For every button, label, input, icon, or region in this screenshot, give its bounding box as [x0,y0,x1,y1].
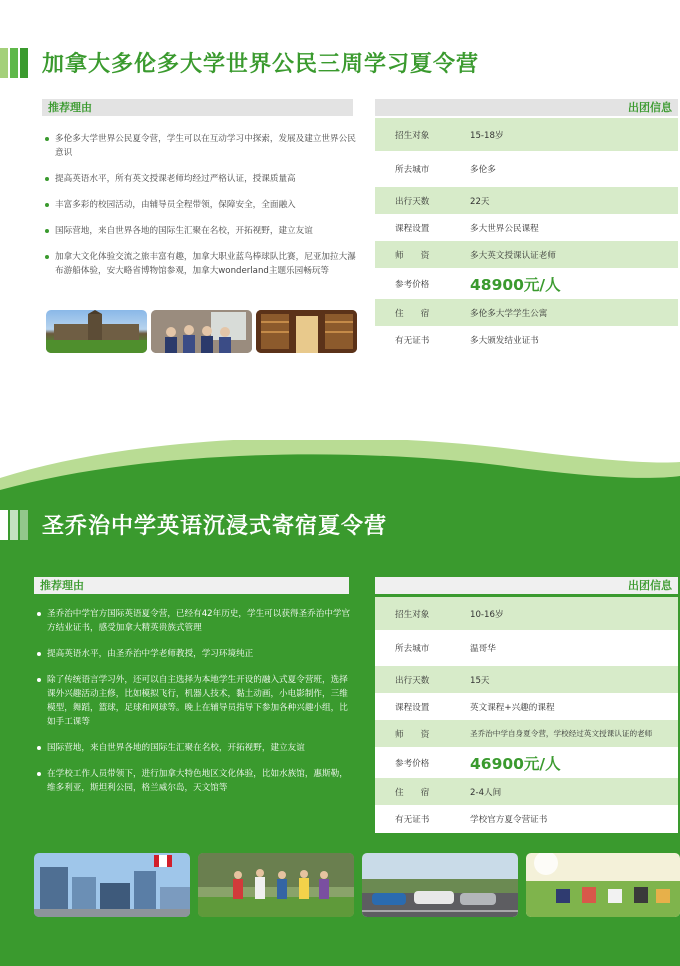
info-label: 招生对象 [395,130,430,141]
list-item: 除了传统语言学习外，还可以自主选择为本地学生开设的融入式夏令营班，选择课外兴趣活动主修，比如模拟飞行，机器人技术，黏土动画，小电影制作，三维模型，舞蹈，篮球，足球和网球等。晚上在辅导员指导下参加各种兴趣小组，比如手工课等 [37,673,352,729]
info-value: 22天 [470,196,490,207]
info-value: 多大英文授课认证老师 [470,250,556,261]
info-value: 15天 [470,675,490,686]
info-value: 多大颁发结业证书 [470,336,539,346]
info-label: 有无证书 [395,336,430,346]
table-row [375,666,678,693]
info-value: 多大世界公民课程 [470,223,539,234]
list-item: 在学校工作人员带领下，进行加拿大特色地区文化体验，比如水族馆，惠斯勒，维多利亚，斯坦利公园，格兰威尔岛，天文馆等 [37,767,352,795]
camp1-info-table [375,118,678,354]
table-row [375,187,678,214]
info-value: 英文课程+兴趣的课程 [470,702,555,713]
table-row [375,597,678,630]
table-row [375,326,678,354]
camp1-title: 加拿大多伦多大学世界公民三周学习夏令营 [42,52,480,77]
info-label: 所去城市 [395,165,430,175]
library-photo [256,310,357,353]
info-label: 住 宿 [395,787,430,798]
list-item: 加拿大文化体验交流之旅丰富有趣，加拿大职业蓝鸟棒球队比赛，尼亚加拉大瀑布游船体验，安大略省博物馆参观，加拿大wonderland主题乐园畅玩等 [45,250,357,278]
table-row [375,693,678,720]
camp2-info-title: 出团信息 [375,577,678,594]
list-item: 国际营地，来自世界各地的国际生汇聚在名校，开拓视野，建立友谊 [45,224,357,238]
table-row [375,805,678,833]
info-label: 课程设置 [395,223,430,234]
info-label: 参考价格 [395,279,430,290]
university-building-photo [46,310,147,353]
list-item: 提高英语水平，由圣乔治中学老师教授，学习环境纯正 [37,647,352,661]
outdoor-activity-photo [526,853,680,917]
city-skyline-photo [34,853,190,917]
info-label: 出行天数 [395,675,430,686]
table-row [375,778,678,805]
info-value: 2-4人间 [470,787,502,798]
table-row [375,241,678,268]
info-label: 师 资 [395,729,430,740]
table-row [375,151,678,187]
info-value: 学校官方夏令营证书 [470,815,548,825]
info-label: 参考价格 [395,758,430,769]
list-item: 圣乔治中学官方国际英语夏令营，已经有42年历史，学生可以获得圣乔治中学官方结业证书，感受加拿大精英贵族式管理 [37,607,352,635]
title-marks-icon [0,48,28,78]
camp1-info-title: 出团信息 [375,99,678,116]
table-row [375,214,678,241]
info-value: 15-18岁 [470,130,504,141]
camp1-reasons-list [45,132,357,290]
table-row [375,299,678,326]
info-value: 多伦多 [470,165,496,175]
info-value: 多伦多大学学生公寓 [470,308,548,319]
info-label: 师 资 [395,250,430,261]
list-item: 提高英语水平，所有英文授课老师均经过严格认证，授课质量高 [45,172,357,186]
table-row [375,118,678,151]
street-cars-photo [362,853,518,917]
info-label: 有无证书 [395,815,430,825]
students-group-photo [151,310,252,353]
table-row [375,268,678,299]
camp2-info-table [375,597,678,833]
table-row [375,720,678,747]
info-value: 温哥华 [470,644,496,654]
list-item: 国际营地，来自世界各地的国际生汇聚在名校，开拓视野，建立友谊 [37,741,352,755]
list-item: 丰富多彩的校园活动，由辅导员全程带领，保障安全，全面融入 [45,198,357,212]
camp1-title-bar [0,47,479,78]
table-row [375,747,678,778]
camp2-title-bar [0,509,387,540]
title-marks-icon [0,510,28,540]
info-label: 住 宿 [395,308,430,319]
info-label: 所去城市 [395,644,430,654]
info-value: 10-16岁 [470,609,504,620]
price-value: 46900元/人 [470,754,561,773]
info-value: 圣乔治中学自身夏令营，学校经过英文授课认证的老师 [470,729,653,738]
camp2-reasons-title: 推荐理由 [34,577,349,594]
list-item: 多伦多大学世界公民夏令营，学生可以在互动学习中探索，发展及建立世界公民意识 [45,132,357,160]
camp2-title: 圣乔治中学英语沉浸式寄宿夏令营 [42,514,388,539]
price-value: 48900元/人 [470,275,561,294]
table-row [375,630,678,666]
students-outdoor-photo [198,853,354,917]
info-label: 课程设置 [395,702,430,713]
info-label: 出行天数 [395,196,430,207]
camp2-reasons-list [37,607,352,807]
info-label: 招生对象 [395,609,430,620]
camp1-reasons-title: 推荐理由 [42,99,353,116]
